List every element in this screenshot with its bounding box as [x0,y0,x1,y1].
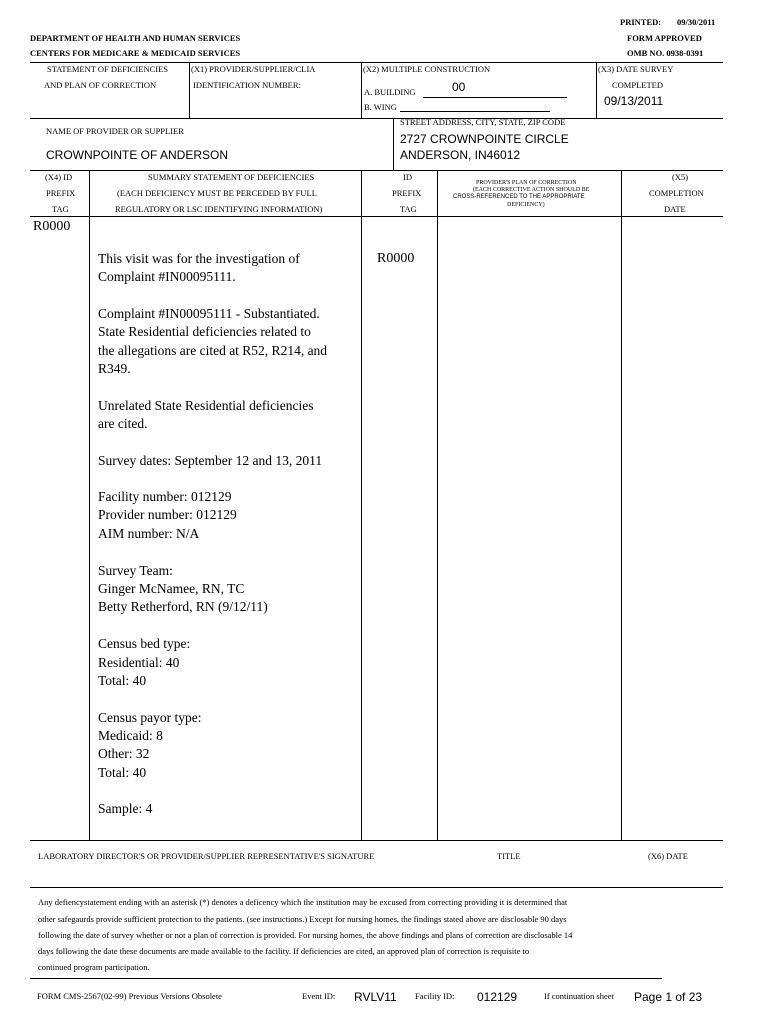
form-approved: FORM APPROVED [627,33,702,43]
body-line: are cited. [98,416,148,431]
body-line: Ginger McNamee, RN, TC [98,581,245,596]
centers-title: CENTERS FOR MEDICARE & MEDICAID SERVICES [30,48,241,58]
id-header-1: ID [403,172,412,182]
page-number: Page 1 of 23 [634,990,703,1004]
body-line: Survey Team: [98,563,173,578]
x3-label-2: COMPLETED [612,80,663,90]
body-line: the allegations are cited at R52, R214, and [98,343,328,358]
x1-label-1: (X1) PROVIDER/SUPPLIER/CLIA [191,64,316,74]
body-line: Complaint #IN00095111. [98,269,236,284]
summary-header-1: SUMMARY STATEMENT OF DEFICIENCIES [148,172,315,182]
body-line: Census bed type: [98,636,191,651]
title-label: TITLE [497,851,521,861]
x5-header-3: DATE [664,204,686,214]
provider-name: CROWNPOINTE OF ANDERSON [46,148,229,162]
plan-header-1: PROVIDER'S PLAN OF CORRECTION [476,180,577,186]
disclaimer-line: following the date of survey whether or not a plan of correction is provided. For nursing homes, the above findings and plans of correction are disclosable 14 [38,930,573,940]
event-id-value: RVLV11 [354,990,397,1004]
disclaimer-line: other safegaurds provide sufficient protection to the patients. (see instructions.) Except for nursing homes, the findings stated above are disclosable 90 days [38,914,567,924]
wing-label: B. WING [364,102,397,112]
body-line: AIM number: N/A [98,526,200,541]
body-line: Facility number: 012129 [98,489,232,504]
omb-number: OMB NO. 0938-0391 [627,48,704,58]
building-value: 00 [452,80,466,94]
address-label: STREET ADDRESS, CITY, STATE, ZIP CODE [400,117,566,127]
printed-date: 09/30/2011 [677,17,716,27]
street-address: 2727 CROWNPOINTE CIRCLE [400,132,569,146]
x1-label-2: IDENTIFICATION NUMBER: [193,80,301,90]
x4-header-1: (X4) ID [45,172,73,182]
body-line: Betty Retherford, RN (9/12/11) [98,599,268,614]
plan-header-3: CROSS-REFERENCED TO THE APPROPRIATE [453,194,585,200]
building-label: A. BUILDING [364,87,416,97]
body-line: Total: 40 [98,765,147,780]
survey-date: 09/13/2011 [604,94,664,108]
body-line: Unrelated State Residential deficiencies [98,398,314,413]
x5-header-2: COMPLETION [649,188,704,198]
facility-id-label: Facility ID: [415,991,455,1001]
body-line: R349. [98,361,131,376]
disclaimer-line: Any defiencystatement ending with an asterisk (*) denotes a deficency which the institution may be excused from correcting providing it is determined that [38,897,568,907]
body-line: Total: 40 [98,673,147,688]
id-header-3: TAG [400,204,417,214]
body-line: Complaint #IN00095111 - Substantiated. [98,306,320,321]
x4-header-2: PREFIX [46,188,76,198]
disclaimer-line: continued program participation. [38,962,150,972]
x5-header-1: (X5) [672,172,689,182]
signature-label: LABORATORY DIRECTOR'S OR PROVIDER/SUPPLIER REPRESENTATIVE'S SIGNATURE [38,851,375,861]
date-label: (X6) DATE [648,851,688,861]
right-tag: R0000 [377,251,415,266]
plan-header-2: (EACH CORRECTIVE ACTION SHOULD BE [473,187,590,193]
summary-header-3: REGULATORY OR LSC IDENTIFYING INFORMATION) [115,204,323,214]
body-line: Other: 32 [98,746,150,761]
statement-label-1: STATEMENT OF DEFICIENCIES [47,64,169,74]
summary-header-2: (EACH DEFICIENCY MUST BE PERCEDED BY FULL [117,188,317,198]
body-line: Provider number: 012129 [98,507,237,522]
left-tag: R0000 [33,219,71,234]
continuation-label: If continuation sheet [544,991,614,1001]
body-line: Medicaid: 8 [98,728,163,743]
body-line: This visit was for the investigation of [98,251,300,266]
x2-label: (X2) MULTIPLE CONSTRUCTION [363,64,491,74]
event-id-label: Event ID: [302,991,336,1001]
statement-label-2: AND PLAN OF CORRECTION [44,80,157,90]
disclaimer-line: days following the date these documents are made available to the facility. If deficiencies are cited, an approved plan of correction is requisite to [38,946,530,956]
body-line: Sample: 4 [98,801,153,816]
body-line: Census payor type: [98,710,202,725]
body-line: Residential: 40 [98,655,180,670]
body-line: State Residential deficiencies related to [98,324,311,339]
facility-id-value: 012129 [477,990,518,1004]
printed-label: PRINTED: [620,17,662,27]
id-header-2: PREFIX [392,188,422,198]
x3-label-1: (X3) DATE SURVEY [598,64,674,74]
body-line: Survey dates: September 12 and 13, 2011 [98,453,323,468]
provider-name-label: NAME OF PROVIDER OR SUPPLIER [46,126,184,136]
plan-header-4: DEFICIENCY) [507,202,545,208]
department-title: DEPARTMENT OF HEALTH AND HUMAN SERVICES [30,33,241,43]
city-state-zip: ANDERSON, IN46012 [400,148,521,162]
form-number: FORM CMS-2567(02-99) Previous Versions Obsolete [37,991,222,1001]
x4-header-3: TAG [52,204,69,214]
